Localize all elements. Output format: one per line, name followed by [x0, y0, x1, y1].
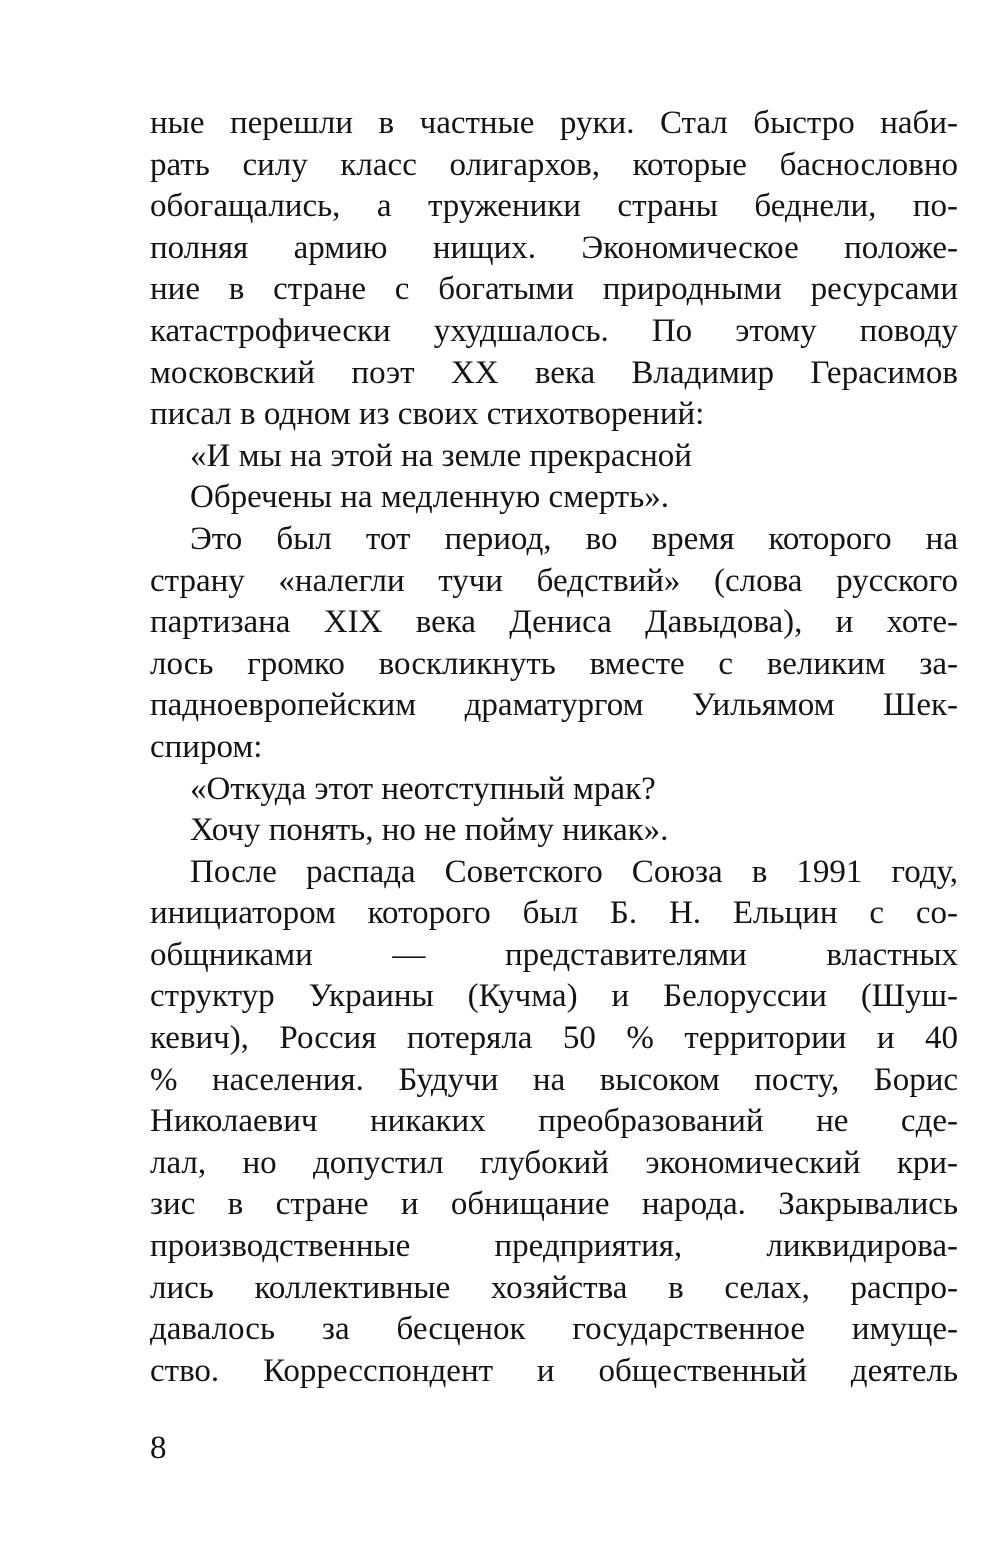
text-line: давалось за бесценок государственное имуще-: [150, 1311, 958, 1348]
text-line: ные перешли в частные руки. Стал быстро наби-: [150, 105, 958, 141]
page-body-text: [150, 103, 958, 1392]
text-line: партизана XIX века Дениса Давыдова), и хоте-: [150, 604, 958, 641]
text-line: производственные предприятия, ликвидирова-: [150, 1228, 958, 1265]
text-line: лись коллективные хозяйства в селах, распро-: [150, 1269, 958, 1306]
text-line: обогащались, а труженики страны беднели, по-: [150, 188, 958, 225]
poem-line: Хочу понять, но не пойму никак».: [190, 812, 669, 849]
text-line: ство. Корресспондент и общественный деятель: [150, 1352, 958, 1389]
text-line: лось громко воскликнуть вместе с великим за-: [150, 645, 958, 682]
text-line: катастрофически ухудшалось. По этому поводу: [150, 312, 958, 349]
poem-line: Обречены на медленную смерть».: [190, 479, 670, 516]
text-line: Это был тот период, во время которого на: [190, 520, 958, 557]
text-line: инициатором которого был Б. Н. Ельцин с со-: [150, 895, 958, 932]
text-line: Николаевич никаких преобразований не сде-: [150, 1103, 958, 1140]
text-line: зис в стране и обнищание народа. Закрывались: [150, 1186, 958, 1223]
text-line: % населения. Будучи на высоком посту, Борис: [150, 1061, 958, 1098]
text-line: После распада Советского Союза в 1991 году,: [190, 853, 958, 890]
text-line: страну «налегли тучи бедствий» (слова русского: [150, 562, 958, 599]
text-line: лал, но допустил глубокий экономический кри-: [150, 1144, 958, 1181]
text-line: писал в одном из своих стихотворений:: [150, 396, 705, 433]
poem-line: «Откуда этот неотступный мрак?: [190, 770, 656, 807]
text-line: полняя армию нищих. Экономическое положе-: [150, 229, 958, 266]
page-number: 8: [150, 1430, 167, 1466]
text-line: рать силу класс олигархов, которые баснословно: [150, 146, 958, 183]
text-line: спиром:: [150, 728, 263, 765]
text-line: падноевропейским драматургом Уильямом Шек-: [150, 687, 958, 724]
text-line: московский поэт XX века Владимир Герасимов: [150, 354, 958, 391]
poem-line: «И мы на этой на земле прекрасной: [190, 437, 692, 474]
text-line: кевич), Россия потеряла 50 % территории и 40: [150, 1020, 958, 1057]
text-line: общниками — представителями властных: [150, 936, 958, 973]
text-line: структур Украины (Кучма) и Белоруссии (Шуш-: [150, 978, 958, 1015]
text-line: ние в стране с богатыми природными ресурсами: [150, 271, 958, 308]
